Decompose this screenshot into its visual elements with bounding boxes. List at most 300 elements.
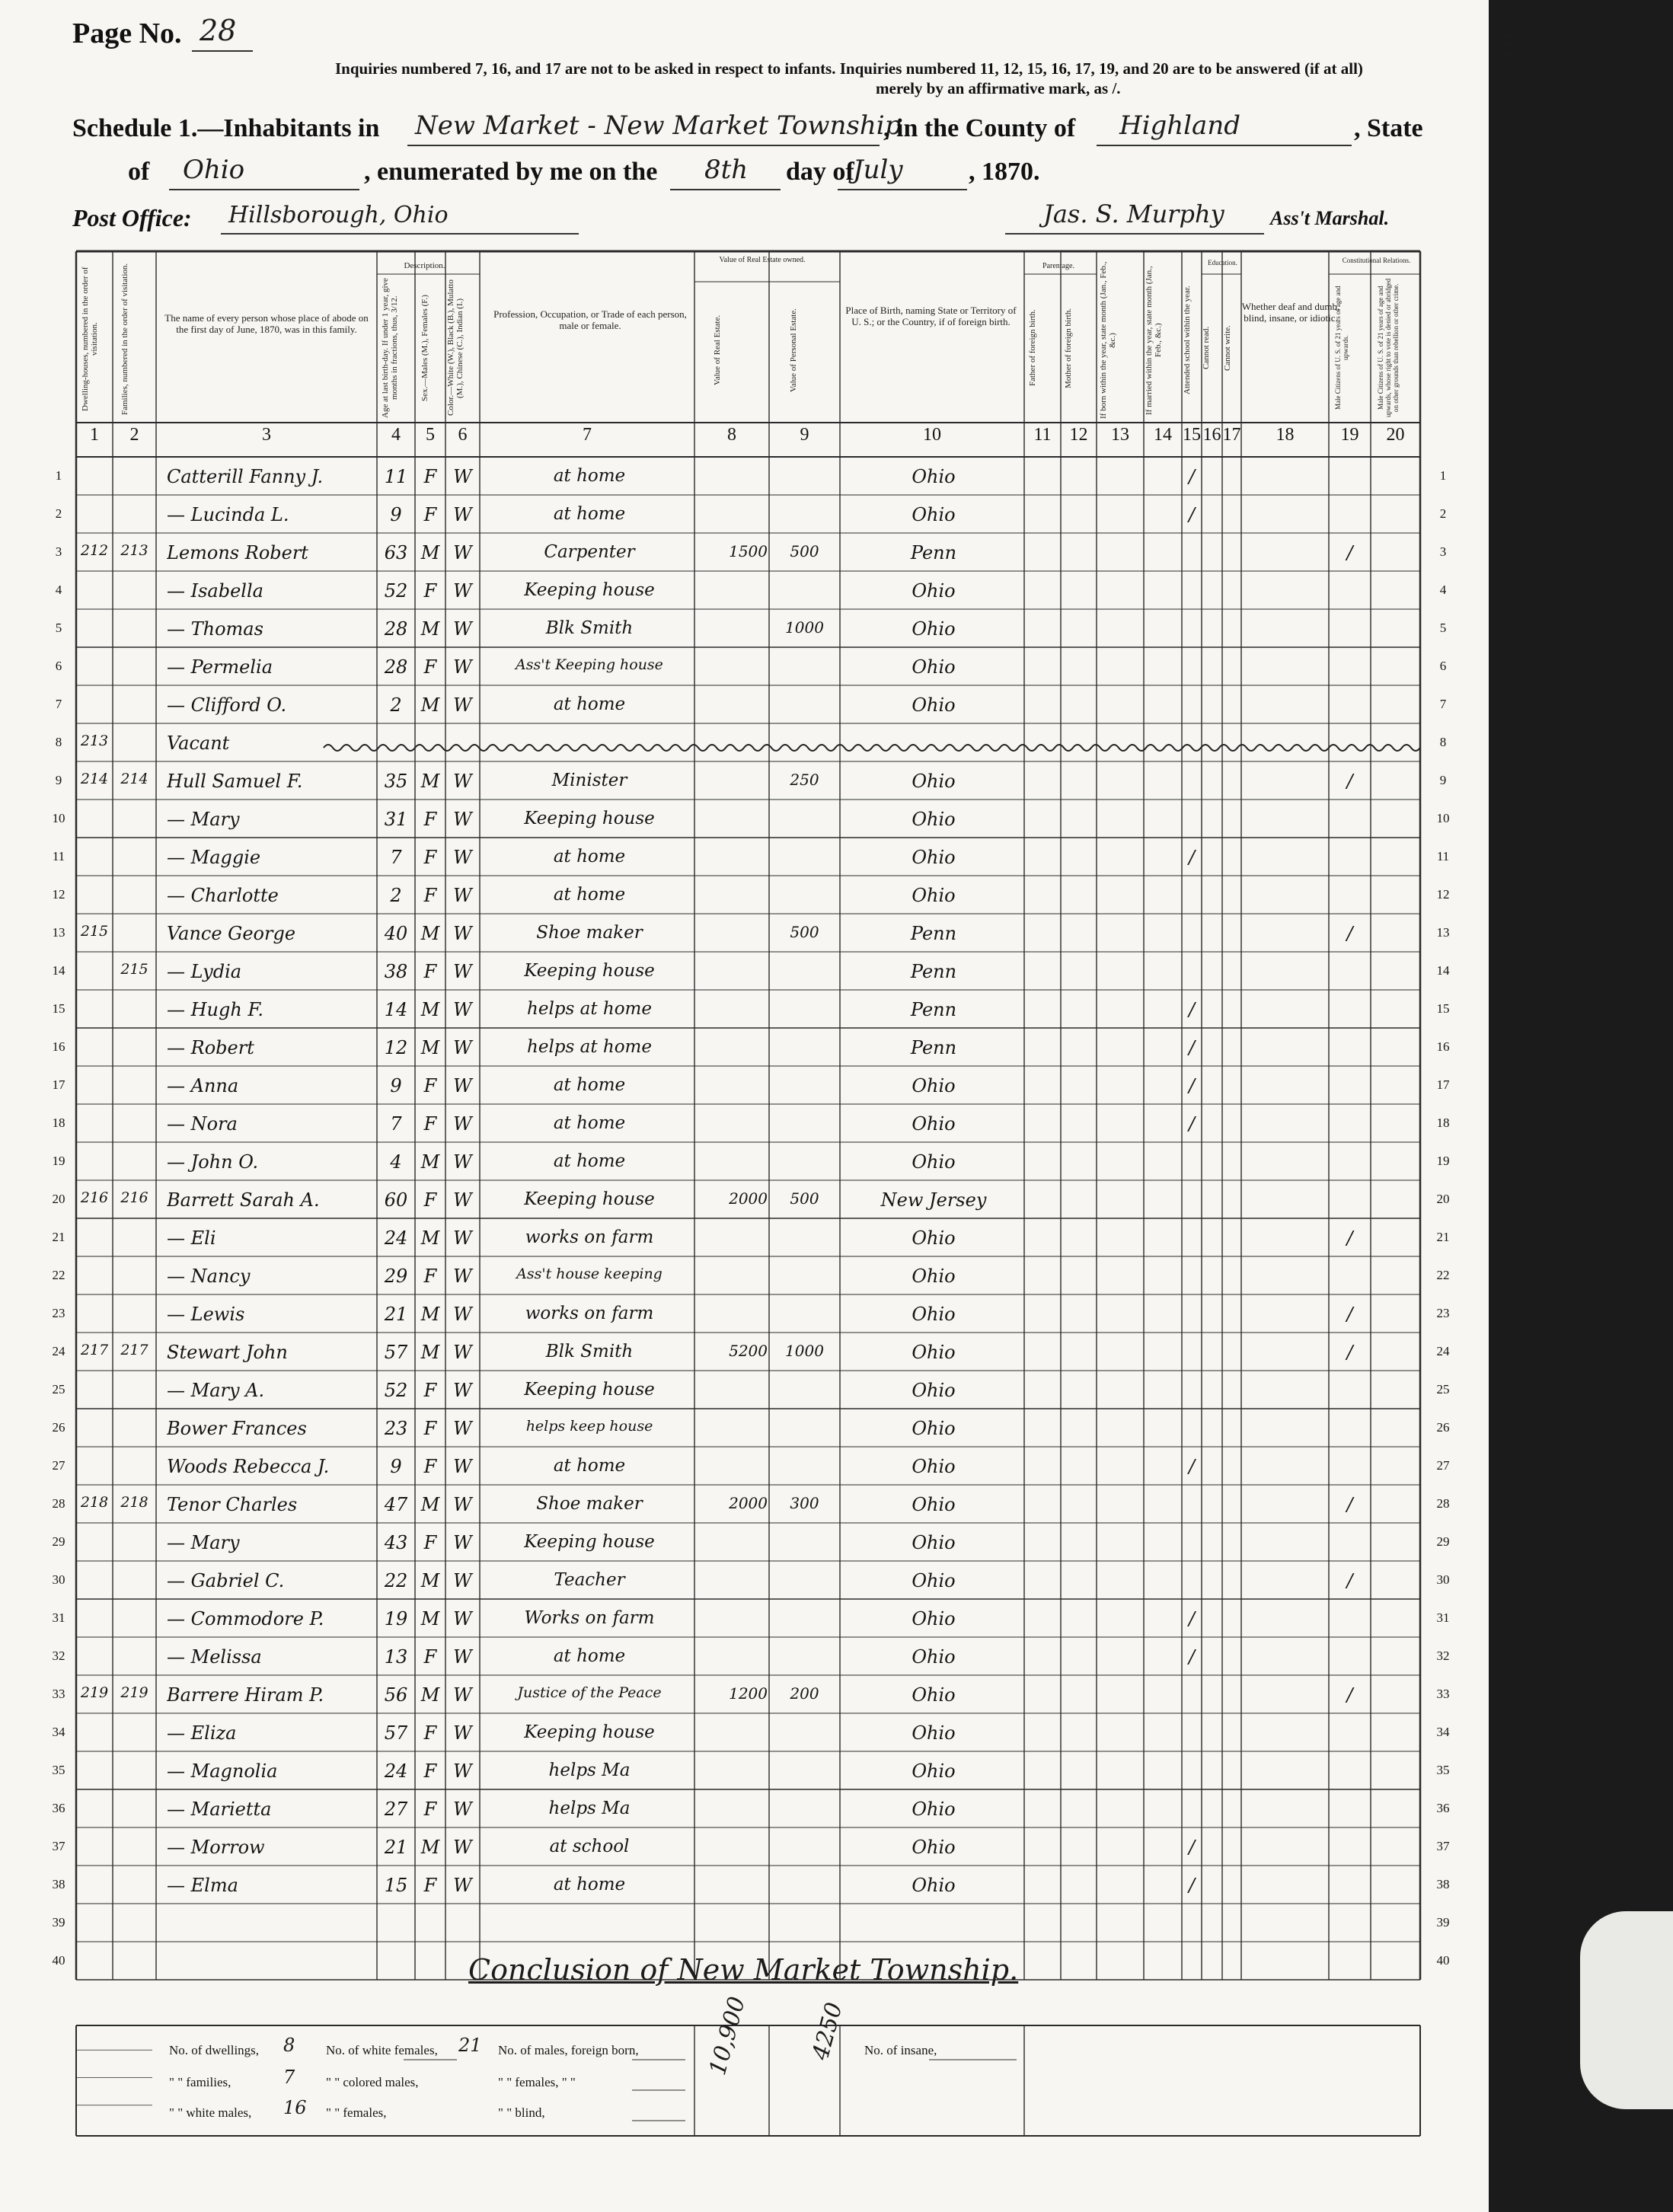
birthplace-value: Ohio [912, 1646, 956, 1668]
column-number: 7 [583, 425, 592, 445]
white-females-label: No. of white females, [326, 2043, 438, 2057]
birthplace-value: New Jersey [880, 1189, 987, 1211]
row-number-right: 8 [1439, 735, 1447, 749]
dwelling-number: 214 [80, 771, 109, 787]
row-number-left: 14 [52, 963, 65, 978]
insane-label: No. of insane, [864, 2043, 937, 2057]
col11-header: Father of foreign birth. [1028, 309, 1037, 387]
birthplace-value: Ohio [912, 1532, 956, 1553]
age-value: 2 [390, 885, 402, 906]
birthplace-value: Ohio [912, 1456, 956, 1477]
education-group-header: Education. [1208, 259, 1237, 267]
row-number-right: 4 [1439, 583, 1447, 597]
person-name: — Magnolia [167, 1760, 278, 1782]
sex-value: M [420, 542, 440, 563]
row-number-left: 26 [52, 1420, 65, 1435]
corner-number: 39 [1482, 18, 1524, 63]
occupation-value: at home [553, 1875, 626, 1894]
col2-header: Families, numbered in the order of visitation. [120, 263, 129, 415]
col18-header: Whether deaf and dumb, blind, insane, or idiotic. [1241, 301, 1340, 324]
age-value: 12 [384, 1037, 408, 1058]
row-number-right: 5 [1439, 621, 1447, 635]
citizen-mark: / [1346, 1494, 1353, 1515]
sex-value: M [420, 1037, 440, 1058]
sex-value: F [423, 809, 437, 830]
color-value: W [453, 961, 472, 982]
occupation-value: at home [553, 466, 626, 486]
color-value: W [453, 1227, 472, 1249]
column-number: 19 [1340, 425, 1359, 445]
column-number: 14 [1154, 425, 1172, 445]
occupation-value: helps keep house [525, 1418, 653, 1435]
sex-value: F [423, 656, 437, 678]
occupation-value: Keeping house [524, 1380, 655, 1400]
occupation-value: Keeping house [524, 809, 655, 828]
dwelling-number: 216 [80, 1189, 109, 1206]
row-number-left: 28 [52, 1496, 65, 1511]
sex-value: F [423, 885, 437, 906]
occupation-value: Keeping house [524, 580, 655, 600]
color-value: W [453, 1494, 472, 1515]
sex-value: M [420, 618, 440, 640]
sex-value: F [423, 1380, 437, 1401]
row-number-right: 35 [1436, 1763, 1450, 1777]
color-value: W [453, 1151, 472, 1173]
attended-school-mark: / [1188, 1456, 1196, 1477]
person-name: — Elma [167, 1875, 238, 1896]
row-number-left: 18 [52, 1116, 65, 1130]
row-number-right: 20 [1436, 1192, 1450, 1206]
row-number-right: 18 [1436, 1116, 1450, 1130]
col16-header: Cannot read. [1202, 326, 1211, 370]
citizen-mark: / [1346, 1570, 1353, 1591]
birthplace-value: Ohio [912, 1875, 956, 1896]
sex-value: M [420, 923, 440, 944]
row-number-right: 12 [1436, 887, 1450, 902]
person-name: — Lydia [167, 961, 242, 982]
row-number-left: 39 [52, 1915, 65, 1930]
personal-estate-value: 200 [790, 1684, 819, 1703]
occupation-value: at home [553, 1151, 626, 1171]
attended-school-mark: / [1188, 999, 1196, 1020]
color-value: W [453, 809, 472, 830]
colored-females-label: " " females, [326, 2105, 387, 2120]
post-office-label: Post Office: [72, 204, 192, 231]
row-number-right: 27 [1436, 1458, 1450, 1473]
schedule-label: Schedule 1.—Inhabitants in [72, 114, 380, 142]
age-value: 11 [384, 466, 408, 487]
person-name: — Gabriel C. [167, 1570, 285, 1591]
occupation-value: Keeping house [524, 1532, 655, 1552]
occupation-value: at home [553, 1456, 626, 1476]
color-value: W [453, 1875, 472, 1896]
day-of-label: day of [786, 158, 854, 186]
row-number-left: 22 [52, 1268, 65, 1282]
column-number: 4 [391, 425, 401, 445]
occupation-value: helps at home [527, 1037, 652, 1057]
family-number: 215 [120, 961, 148, 978]
citizen-mark: / [1346, 923, 1353, 944]
dwelling-number: 217 [80, 1342, 109, 1358]
occupation-value: at home [553, 1113, 626, 1133]
occupation-value: at home [553, 847, 626, 867]
row-number-left: 34 [52, 1725, 65, 1739]
age-value: 60 [384, 1189, 408, 1211]
person-name: — Permelia [167, 656, 273, 678]
foreign-females-label: " " females, " " [498, 2075, 576, 2089]
attended-school-mark: / [1188, 1113, 1196, 1135]
marshal-label: Ass't Marshal. [1270, 207, 1390, 229]
sex-value: M [420, 694, 440, 716]
sex-value: F [423, 1532, 437, 1553]
row-number-left: 38 [52, 1877, 65, 1891]
sex-value: F [423, 580, 437, 602]
person-name: — Lewis [167, 1304, 245, 1325]
col15-header: Attended school within the year. [1183, 286, 1192, 395]
row-number-right: 7 [1439, 697, 1447, 711]
attended-school-mark: / [1188, 1646, 1196, 1668]
real-estate-value: 1200 [729, 1684, 768, 1703]
column-number: 20 [1386, 425, 1405, 445]
row-number-right: 14 [1436, 963, 1450, 978]
age-value: 56 [384, 1684, 408, 1706]
col5-header: Sex.—Males (M.), Females (F.) [420, 295, 429, 401]
color-value: W [453, 1799, 472, 1820]
color-value: W [453, 885, 472, 906]
sex-value: M [420, 999, 440, 1020]
age-value: 24 [384, 1227, 408, 1249]
person-name: — Mary [167, 809, 240, 830]
personal-estate-value: 500 [790, 1189, 819, 1208]
occupation-value: at home [553, 504, 626, 524]
citizen-mark: / [1346, 1227, 1353, 1249]
row-number-right: 21 [1436, 1230, 1450, 1244]
birthplace-value: Ohio [912, 1494, 956, 1515]
sex-value: F [423, 1722, 437, 1744]
white-males-label: " " white males, [169, 2105, 252, 2120]
township-value: New Market - New Market Township [415, 110, 902, 141]
person-name: Hull Samuel F. [167, 771, 303, 792]
dwelling-number: 218 [80, 1494, 109, 1511]
row-number-right: 30 [1436, 1572, 1450, 1587]
row-number-right: 39 [1436, 1915, 1450, 1930]
row-number-left: 17 [52, 1077, 65, 1092]
occupation-value: Blk Smith [545, 618, 634, 638]
occupation-value: Carpenter [544, 542, 635, 562]
age-value: 35 [384, 771, 408, 792]
person-name: Bower Frances [167, 1418, 307, 1439]
age-value: 21 [384, 1837, 408, 1858]
real-estate-value: 2000 [729, 1189, 768, 1208]
row-number-left: 29 [52, 1534, 65, 1549]
col8-header: Value of Real Estate. [713, 314, 722, 386]
color-value: W [453, 1189, 472, 1211]
col14-header: If married within the year, state month (Jan., Feb., &c.) [1145, 266, 1163, 415]
birthplace-value: Ohio [912, 1075, 956, 1096]
birthplace-value: Penn [910, 961, 957, 982]
sex-value: F [423, 1799, 437, 1820]
row-number-left: 36 [52, 1801, 65, 1815]
person-name: Vance George [167, 923, 296, 944]
color-value: W [453, 1456, 472, 1477]
age-value: 9 [390, 1075, 402, 1096]
year-label: , 1870. [969, 158, 1040, 186]
color-value: W [453, 1532, 472, 1553]
age-value: 14 [384, 999, 408, 1020]
color-value: W [453, 1266, 472, 1287]
dwelling-number: 213 [80, 733, 109, 749]
row-number-left: 23 [52, 1306, 65, 1320]
county-label: , in the County of [883, 114, 1076, 142]
row-number-right: 31 [1436, 1610, 1450, 1625]
day-value: 8th [704, 155, 749, 185]
sex-value: F [423, 1418, 437, 1439]
occupation-value: Shoe maker [536, 1494, 643, 1514]
person-name: — Eli [167, 1227, 216, 1249]
sex-value: M [420, 1227, 440, 1249]
person-name: — Commodore P. [167, 1608, 324, 1629]
birthplace-value: Ohio [912, 1608, 956, 1629]
col4-header: Age at last birth-day. If under 1 year, give months in fractions, thus, 3/12. [381, 278, 399, 418]
age-value: 28 [384, 618, 408, 640]
sex-value: F [423, 1113, 437, 1135]
occupation-value: Keeping house [524, 1722, 655, 1742]
occupation-value: works on farm [525, 1304, 654, 1323]
birthplace-value: Ohio [912, 1418, 956, 1439]
age-value: 19 [384, 1608, 408, 1629]
age-value: 9 [390, 504, 402, 525]
row-number-left: 20 [52, 1192, 65, 1206]
sex-value: F [423, 1760, 437, 1782]
person-name: — Hugh F. [167, 999, 264, 1020]
citizen-mark: / [1346, 542, 1353, 563]
birthplace-value: Ohio [912, 1380, 956, 1401]
age-value: 28 [384, 656, 408, 678]
person-name: — Charlotte [167, 885, 279, 906]
age-value: 31 [384, 809, 408, 830]
row-number-left: 12 [52, 887, 65, 902]
birthplace-value: Ohio [912, 1722, 956, 1744]
value-group-header: Value of Real Estate owned. [719, 256, 806, 264]
sex-value: F [423, 961, 437, 982]
row-number-left: 16 [52, 1039, 65, 1054]
person-name: Barrere Hiram P. [167, 1684, 324, 1706]
row-number-right: 13 [1436, 925, 1450, 940]
vacant-scribble [324, 745, 1420, 751]
age-value: 52 [384, 580, 408, 602]
foreign-males-label: No. of males, foreign born, [498, 2043, 639, 2057]
birthplace-value: Ohio [912, 656, 956, 678]
age-value: 38 [384, 961, 408, 982]
birthplace-value: Ohio [912, 771, 956, 792]
row-number-right: 2 [1439, 506, 1447, 521]
row-number-right: 19 [1436, 1154, 1450, 1168]
attended-school-mark: / [1188, 466, 1196, 487]
age-value: 15 [384, 1875, 408, 1896]
birthplace-value: Ohio [912, 1570, 956, 1591]
row-number-left: 9 [55, 773, 62, 787]
occupation-value: at home [553, 1646, 626, 1666]
birthplace-value: Ohio [912, 504, 956, 525]
row-number-left: 7 [55, 697, 62, 711]
row-number-left: 35 [52, 1763, 65, 1777]
birthplace-value: Ohio [912, 885, 956, 906]
col9-header: Value of Personal Estate. [789, 308, 798, 392]
age-value: 47 [384, 1494, 408, 1515]
personal-estate-value: 1000 [785, 618, 824, 637]
sex-value: M [420, 771, 440, 792]
birthplace-value: Ohio [912, 1304, 956, 1325]
person-name: — Clifford O. [167, 694, 287, 716]
column-number: 15 [1183, 425, 1201, 445]
row-number-right: 3 [1439, 544, 1447, 559]
person-name: — Marietta [167, 1799, 272, 1820]
occupation-value: Ass't house keeping [516, 1266, 662, 1282]
row-number-right: 6 [1439, 659, 1447, 673]
row-number-left: 25 [52, 1382, 65, 1396]
attended-school-mark: / [1188, 847, 1196, 868]
sex-value: M [420, 1304, 440, 1325]
occupation-value: Teacher [554, 1570, 625, 1590]
column-number: 6 [458, 425, 468, 445]
row-number-right: 28 [1436, 1496, 1450, 1511]
occupation-value: Justice of the Peace [517, 1684, 662, 1701]
row-number-left: 6 [55, 659, 62, 673]
post-office-value: Hillsborough, Ohio [228, 202, 449, 228]
personal-estate-total: 4250 [807, 2000, 848, 2064]
occupation-value: at home [553, 885, 626, 905]
col13-header: If born within the year, state month (Jan., Feb., &c.) [1099, 261, 1117, 420]
age-value: 22 [384, 1570, 408, 1591]
attended-school-mark: / [1188, 1837, 1196, 1858]
occupation-value: works on farm [525, 1227, 654, 1247]
person-name: — Mary [167, 1532, 240, 1553]
person-name: — Mary A. [167, 1380, 265, 1401]
sex-value: F [423, 1189, 437, 1211]
color-value: W [453, 923, 472, 944]
real-estate-value: 1500 [729, 542, 768, 560]
real-estate-value: 5200 [729, 1342, 768, 1360]
conclusion-note: Conclusion of New Market Township. [468, 1953, 1019, 1987]
personal-estate-value: 500 [790, 923, 819, 941]
birthplace-value: Ohio [912, 809, 956, 830]
col7-header: Profession, Occupation, or Trade of each person, male or female. [493, 308, 687, 331]
of-label: of [128, 158, 150, 186]
person-name: Woods Rebecca J. [167, 1456, 330, 1477]
column-number: 17 [1222, 425, 1241, 445]
real-estate-total: 10,900 [704, 1993, 751, 2079]
sex-value: F [423, 1646, 437, 1668]
citizen-mark: / [1346, 771, 1353, 792]
age-value: 9 [390, 1456, 402, 1477]
row-number-left: 13 [52, 925, 65, 940]
color-value: W [453, 1037, 472, 1058]
state-value: Ohio [183, 155, 245, 185]
attended-school-mark: / [1188, 1875, 1196, 1896]
color-value: W [453, 1837, 472, 1858]
row-number-right: 11 [1436, 849, 1450, 863]
occupation-value: helps Ma [548, 1799, 631, 1818]
age-value: 7 [390, 1113, 402, 1135]
row-number-left: 3 [55, 544, 62, 559]
color-value: W [453, 580, 472, 602]
occupation-value: at home [553, 694, 626, 714]
blind-label: " " blind, [498, 2105, 545, 2120]
sex-value: F [423, 1266, 437, 1287]
row-number-left: 2 [55, 506, 62, 521]
personal-estate-value: 1000 [785, 1342, 824, 1360]
color-value: W [453, 694, 472, 716]
occupation-value: Keeping house [524, 961, 655, 981]
birthplace-value: Ohio [912, 694, 956, 716]
age-value: 2 [390, 694, 402, 716]
page-number: 28 [200, 14, 237, 47]
occupation-value: helps Ma [548, 1760, 631, 1780]
inquiry-note-line2: merely by an affirmative mark, as /. [876, 79, 1121, 97]
column-number: 10 [923, 425, 941, 445]
colored-males-label: " " colored males, [326, 2075, 419, 2089]
row-number-left: 33 [52, 1687, 65, 1701]
dwelling-number: 212 [80, 542, 109, 559]
occupation-value: Minister [551, 771, 627, 790]
color-value: W [453, 1304, 472, 1325]
person-name: — Nora [167, 1113, 238, 1135]
row-number-left: 40 [52, 1953, 65, 1968]
family-number: 216 [120, 1189, 148, 1206]
row-number-left: 30 [52, 1572, 65, 1587]
person-name: — Melissa [167, 1646, 262, 1668]
birthplace-value: Ohio [912, 1151, 956, 1173]
enumerated-label: , enumerated by me on the [364, 158, 658, 186]
color-value: W [453, 1075, 472, 1096]
state-label: , State [1354, 114, 1423, 142]
attended-school-mark: / [1188, 1075, 1196, 1096]
color-value: W [453, 1722, 472, 1744]
row-number-right: 22 [1436, 1268, 1450, 1282]
row-number-left: 21 [52, 1230, 65, 1244]
col17-header: Cannot write. [1223, 325, 1232, 371]
citizen-mark: / [1346, 1684, 1353, 1706]
row-number-right: 32 [1436, 1649, 1450, 1663]
row-number-right: 33 [1436, 1687, 1450, 1701]
person-name: — Anna [167, 1075, 239, 1096]
dwellings-value: 8 [283, 2035, 295, 2056]
age-value: 40 [384, 923, 408, 944]
attended-school-mark: / [1188, 1037, 1196, 1058]
birthplace-value: Penn [910, 1037, 957, 1058]
col10-header: Place of Birth, naming State or Territory of U. S.; or the Country, if of foreign birth. [845, 305, 1017, 327]
color-value: W [453, 1684, 472, 1706]
family-number: 219 [120, 1684, 148, 1701]
families-value: 7 [283, 2067, 295, 2088]
person-name: — Lucinda L. [167, 504, 289, 525]
color-value: W [453, 618, 472, 640]
occupation-value: helps at home [527, 999, 652, 1019]
white-females-value: 21 [458, 2035, 482, 2056]
person-name: Barrett Sarah A. [167, 1189, 320, 1211]
col19-header: Male Citizens of U. S. of 21 years of age and upwards. [1334, 286, 1349, 410]
family-number: 213 [120, 542, 148, 559]
row-number-left: 5 [55, 621, 62, 635]
row-number-left: 8 [55, 735, 62, 749]
person-name: Stewart John [167, 1342, 288, 1363]
dwelling-number: 219 [80, 1684, 109, 1701]
color-value: W [453, 771, 472, 792]
column-number: 18 [1276, 425, 1295, 445]
age-value: 27 [384, 1799, 408, 1820]
row-number-right: 38 [1436, 1877, 1450, 1891]
description-group-header: Description. [404, 261, 445, 270]
